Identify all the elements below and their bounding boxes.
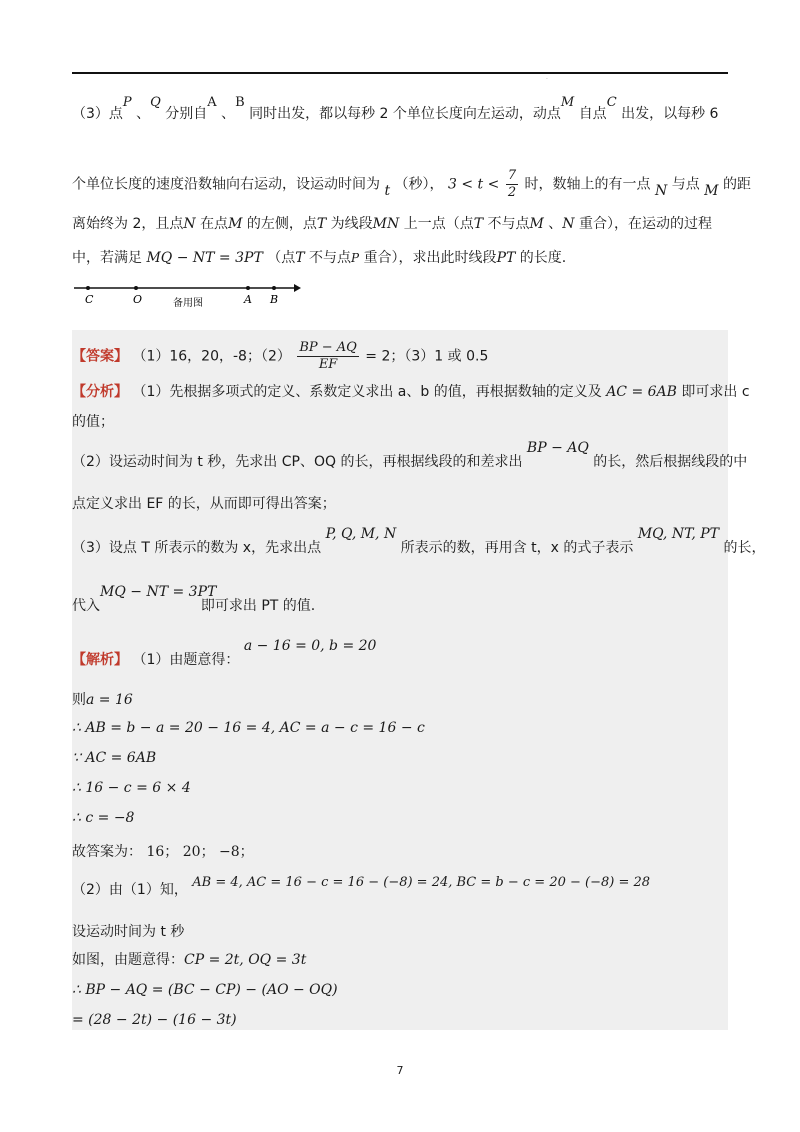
analysis-line-4: 点定义求出 EF 的长，从而即可得出答案；	[72, 496, 336, 512]
answer-fraction: $\frac{BP - AQ}{EF}$	[299, 340, 357, 372]
label-b: B	[270, 293, 279, 306]
solution-line-12: = (28 − 2t) − (16 − 3t)	[72, 1012, 237, 1028]
label-a: A	[244, 293, 252, 306]
point-o-dot	[134, 286, 138, 290]
number-line-arrow	[294, 284, 301, 292]
header-rule	[72, 72, 728, 74]
solution-line-4: ∵ AC = 6AB	[72, 750, 157, 766]
solution-tag: 【解析】	[72, 652, 128, 668]
answer-tag: 【答案】	[72, 348, 128, 365]
solution-line-10: 如图，由题意得：CP = 2t, OQ = 3t	[72, 952, 307, 968]
number-line-figure	[72, 278, 302, 308]
solution-line-2: 则a = 16	[72, 692, 133, 708]
solution-line-3: ∴ AB = b − a = 20 − 16 = 4, AC = a − c = 16 − c	[72, 720, 425, 736]
solution-line-5: ∴ 16 − c = 6 × 4	[72, 780, 191, 796]
answer-line: 【答案】 （1）16，20，-8；（2） $\frac{BP - AQ}{EF}$ = 2；（3）1 或 0.5	[72, 340, 489, 372]
solution-line-6: ∴ c = −8	[72, 810, 135, 826]
point-b-dot	[272, 286, 276, 290]
problem-line-3: 离始终为 2，且点N 在点M 的左侧，点T 为线段MN 上一点（点T 不与点M 、N 重合），在运动的过程	[72, 216, 712, 232]
fraction-seven-halves: $\frac{7}{2}$	[507, 168, 517, 200]
solution-line-7: 故答案为： 16； 20； −8；	[72, 844, 254, 860]
label-o: O	[133, 293, 143, 306]
problem-line-1: （3）点P 、Q 分别自A 、B 同时出发，都以每秒 2 个单位长度向左运动，动点M 自点C 出发，以每秒 6	[72, 95, 719, 122]
analysis-tag: 【分析】	[72, 384, 128, 400]
problem-line-2: 个单位长度的速度沿数轴向右运动，设运动时间为 t （秒）， 3 < t < $\frac{7}{2}$ 时，数轴上的有一点 N 与点 M 的距	[72, 168, 751, 200]
analysis-line-6: MQ − NT = 3PT 代入 即可求出 PT 的值.	[72, 584, 316, 614]
analysis-line-5: （3）设点 T 所表示的数为 x，先求出点 P, Q, M, N 所表示的数，再用含 t，x 的式子表示 MQ, NT, PT 的长，	[72, 526, 766, 556]
point-c-dot	[86, 286, 90, 290]
figure-caption: 备用图	[173, 298, 203, 308]
solution-line-9: 设运动时间为 t 秒	[72, 924, 185, 940]
analysis-line-1: 【分析】 （1）先根据多项式的定义、系数定义求出 a、b 的值，再根据数轴的定义及 AC = 6AB 即可求出 c	[72, 384, 750, 400]
solution-line-8: （2）由（1）知， AB = 4, AC = 16 − c = 16 − (−8) = 24, BC = b − c = 20 − (−8) = 28	[72, 875, 651, 898]
solution-line-1: 【解析】 （1）由题意得： a − 16 = 0, b = 20	[72, 638, 377, 668]
page-number: 7	[396, 1064, 404, 1077]
solution-line-11: ∴ BP − AQ = (BC − CP) − (AO − OQ)	[72, 982, 338, 998]
analysis-line-2: 的值；	[72, 414, 114, 430]
label-c: C	[85, 293, 94, 306]
analysis-line-3: （2）设运动时间为 t 秒，先求出 CP、OQ 的长，再根据线段的和差求出 BP − AQ 的长，然后根据线段的中	[72, 440, 748, 470]
problem-line-4: 中，若满足 MQ − NT = 3PT （点T 不与点P 重合），求出此时线段PT 的长度.	[72, 250, 567, 266]
point-a-dot	[246, 286, 250, 290]
